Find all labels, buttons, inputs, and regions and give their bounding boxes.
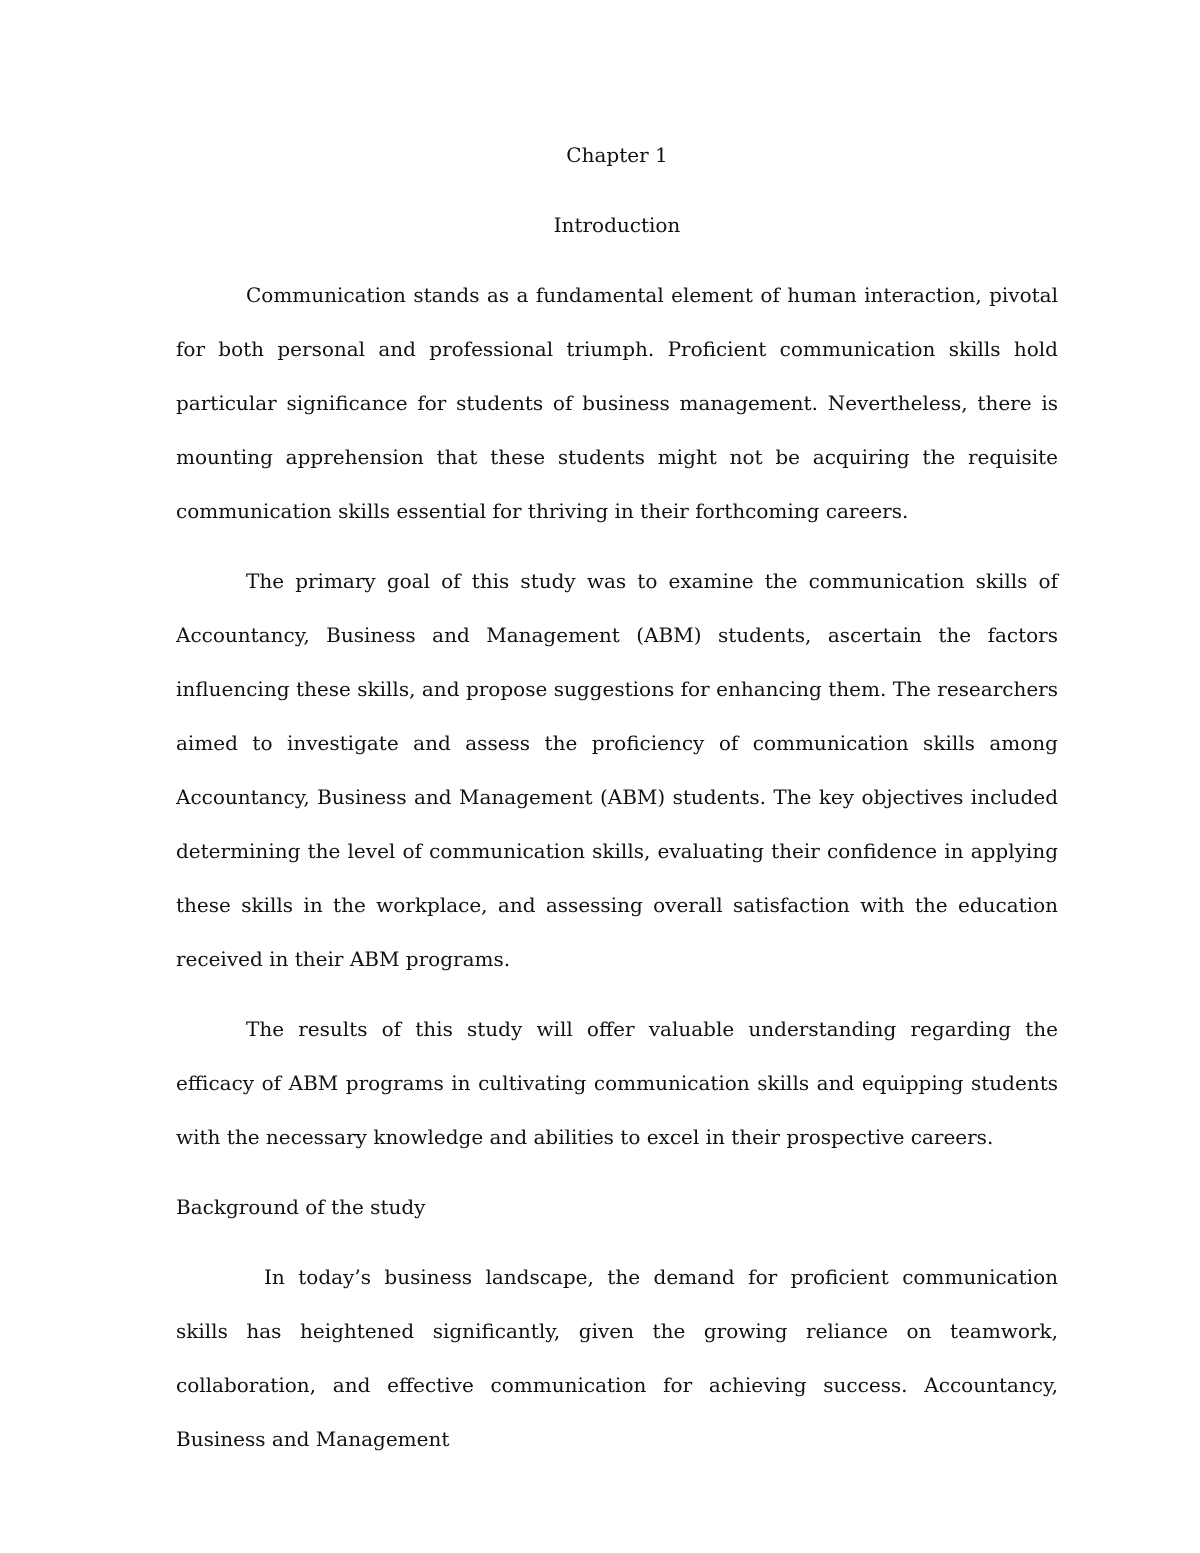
page-content: [176, 128, 1058, 1482]
intro-paragraph-3: The results of this study will offer valuable understanding regarding the efficacy of ABM programs in cultivating communication skills and equipping students with the necessary knowledge and abilities to excel in their prospective careers.: [176, 1017, 1058, 1149]
chapter-heading: Chapter 1: [566, 143, 668, 167]
intro-paragraph-2: The primary goal of this study was to examine the communication skills of Accountancy, Business and Management (ABM) students, ascertain the factors influencing these skills, and propose suggestions for enhancing them. The researchers aimed to investigate and assess the proficiency of communication skills among Accountancy, Business and Management (ABM) students. The key objectives included determining the level of communication skills, evaluating their confidence in applying these skills in the workplace, and assessing overall satisfaction with the education received in their ABM programs.: [176, 569, 1058, 971]
background-paragraph: In today’s business landscape, the demand for proficient communication skills has heightened significantly, given the growing reliance on teamwork, collaboration, and effective communication for achieving success. Accountancy, Business and Management: [176, 1265, 1058, 1451]
intro-paragraph-1: Communication stands as a fundamental element of human interaction, pivotal for both personal and professional triumph. Proficient communication skills hold particular significance for students of business management. Nevertheless, there is mounting apprehension that these students might not be acquiring the requisite communication skills essential for thriving in their forthcoming careers.: [176, 283, 1058, 523]
background-heading: Background of the study: [176, 1195, 426, 1219]
section-title: Introduction: [553, 213, 681, 237]
